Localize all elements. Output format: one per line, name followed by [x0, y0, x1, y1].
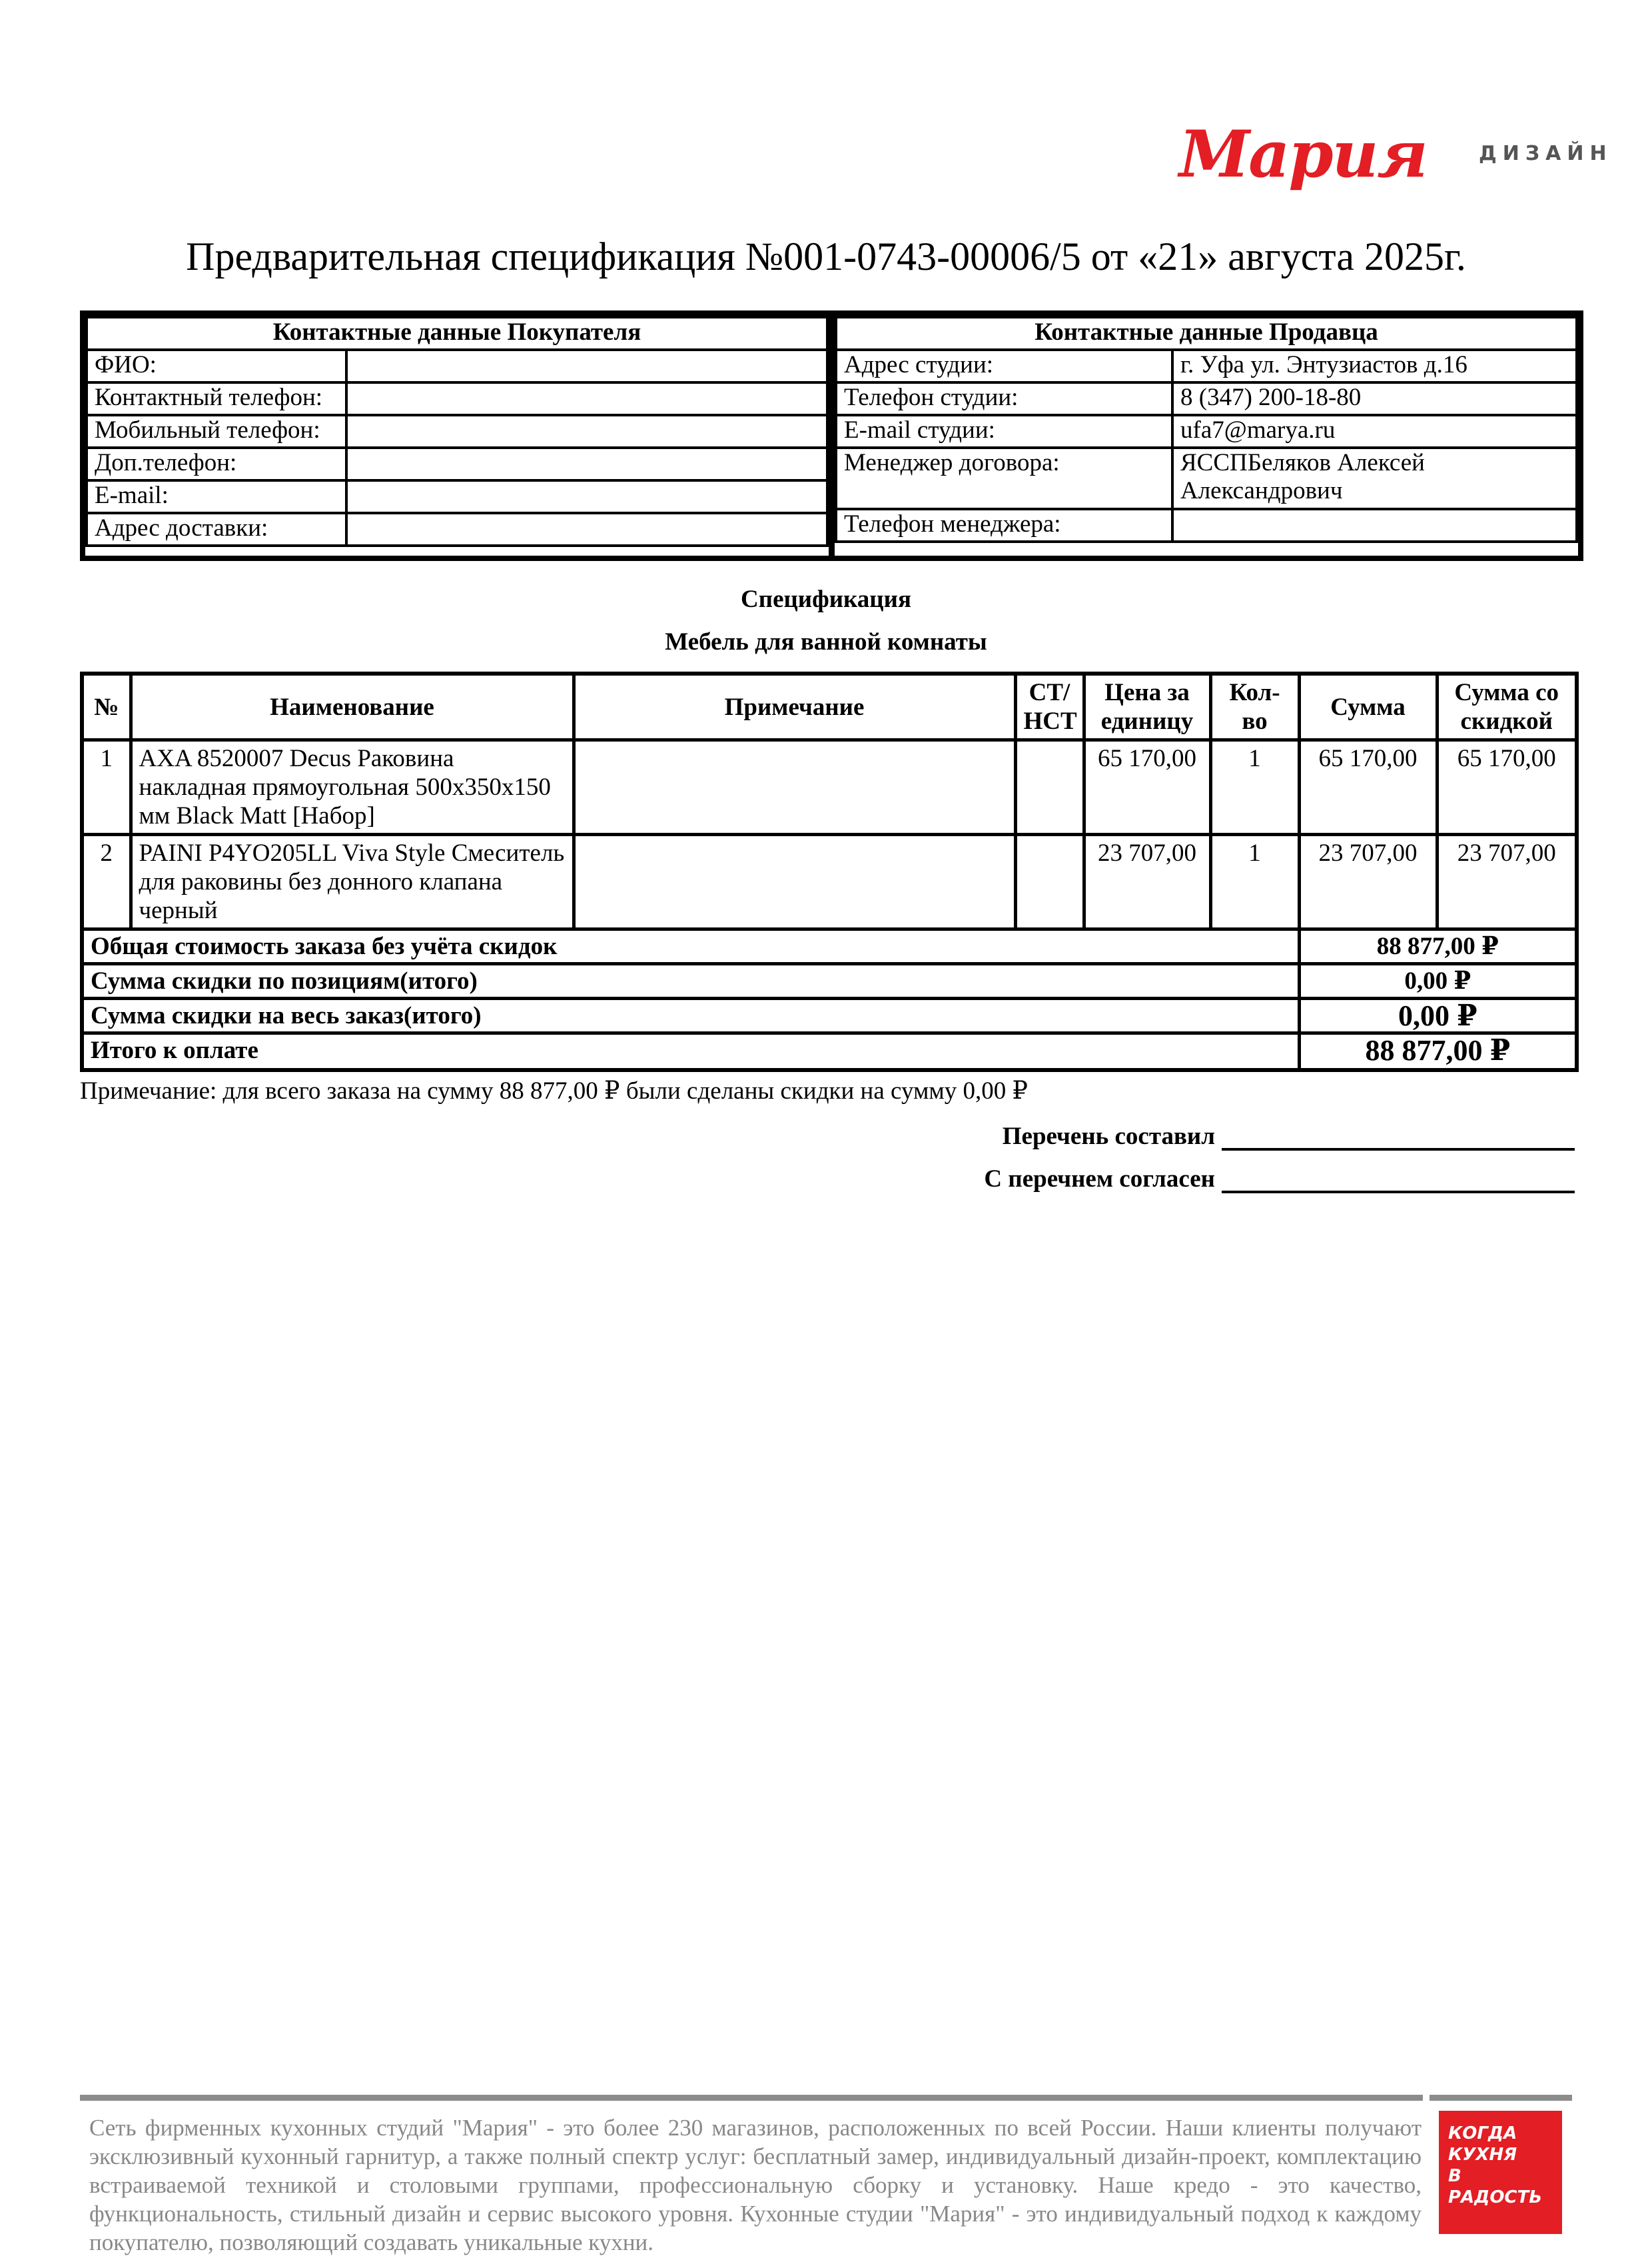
col-header-sum: Сумма	[1299, 674, 1437, 740]
seller-row	[836, 415, 1577, 448]
seller-label: Телефон менеджера:	[836, 509, 1172, 542]
buyer-row	[87, 382, 827, 415]
brand-logo	[1179, 117, 1613, 210]
buyer-label: Мобильный телефон:	[87, 415, 346, 448]
buyer-contacts-box	[80, 310, 834, 561]
seller-value: ЯССПБеляков Алексей Александрович	[1172, 448, 1577, 509]
spec-title: Спецификация	[741, 586, 911, 613]
footer-divider-gap	[1423, 2092, 1430, 2103]
badge-line: КОГДА	[1448, 2123, 1517, 2143]
seller-label: Адрес студии:	[836, 350, 1172, 382]
order-note: Примечание: для всего заказа на сумму 88 877,00 ₽ были сделаны скидки на сумму 0,00 ₽	[80, 1077, 1029, 1105]
buyer-value	[346, 415, 827, 448]
col-header-price: Цена за единицу	[1084, 674, 1210, 740]
badge-line: КУХНЯ	[1448, 2145, 1517, 2165]
document-title: Предварительная спецификация №001-0743-00006/5 от «21» августа 2025г.	[186, 235, 1466, 279]
total-row	[82, 999, 1577, 1033]
col-header-qty: Кол-во	[1210, 674, 1299, 740]
item-name: AXA 8520007 Decus Раковина накладная прямоугольная 500x350x150 мм Black Matt [Набор]	[131, 740, 574, 835]
seller-value: г. Уфа ул. Энтузиастов д.16	[1172, 350, 1577, 382]
item-note	[574, 835, 1015, 929]
seller-row	[836, 509, 1577, 542]
item-price: 23 707,00	[1084, 835, 1210, 929]
buyer-row	[87, 513, 827, 546]
item-qty: 1	[1210, 740, 1299, 835]
total-label: Итого к оплате	[82, 1033, 1299, 1070]
item-qty: 1	[1210, 835, 1299, 929]
buyer-label: Адрес доставки:	[87, 513, 346, 546]
item-sum-discount: 65 170,00	[1437, 740, 1577, 835]
col-header-num: №	[82, 674, 131, 740]
signature-agreed	[984, 1165, 1575, 1193]
item-st	[1015, 835, 1084, 929]
seller-row	[836, 350, 1577, 382]
badge-line: В РАДОСТЬ	[1448, 2166, 1543, 2207]
buyer-row	[87, 350, 827, 382]
logo-design-text: ДИЗАЙН	[1479, 142, 1613, 165]
total-row	[82, 964, 1577, 999]
buyer-row	[87, 415, 827, 448]
seller-value	[1172, 509, 1577, 542]
item-note	[574, 740, 1015, 835]
seller-value: 8 (347) 200-18-80	[1172, 382, 1577, 415]
item-num: 2	[82, 835, 131, 929]
signature-compiled	[1003, 1122, 1575, 1151]
signature-compiled-label: Перечень составил	[1002, 1123, 1215, 1150]
buyer-row	[87, 480, 827, 513]
buyer-value	[346, 480, 827, 513]
total-value: 0,00 ₽	[1299, 964, 1577, 999]
table-row	[82, 835, 1577, 929]
buyer-value	[346, 382, 827, 415]
buyer-label: ФИО:	[87, 350, 346, 382]
seller-contacts-box	[829, 310, 1583, 561]
col-header-st: СТ/ НСТ	[1015, 674, 1084, 740]
item-sum: 65 170,00	[1299, 740, 1437, 835]
item-sum: 23 707,00	[1299, 835, 1437, 929]
seller-label: E-mail студии:	[836, 415, 1172, 448]
buyer-row	[87, 448, 827, 480]
total-value: 0,00 ₽	[1299, 999, 1577, 1033]
seller-header: Контактные данные Продавца	[836, 317, 1577, 350]
logo-script-text: Мария	[1179, 117, 1427, 192]
footer-divider	[80, 2095, 1572, 2101]
item-price: 65 170,00	[1084, 740, 1210, 835]
seller-row	[836, 448, 1577, 509]
total-row	[82, 929, 1577, 964]
seller-value: ufa7@marya.ru	[1172, 415, 1577, 448]
total-label: Сумма скидки на весь заказ(итого)	[82, 999, 1299, 1033]
signature-line	[1222, 1168, 1575, 1193]
total-row	[82, 1033, 1577, 1070]
total-value: 88 877,00 ₽	[1299, 1033, 1577, 1070]
col-header-note: Примечание	[574, 674, 1015, 740]
table-row	[82, 740, 1577, 835]
seller-label: Телефон студии:	[836, 382, 1172, 415]
buyer-value	[346, 513, 827, 546]
seller-row	[836, 382, 1577, 415]
footer-slogan-badge	[1439, 2111, 1562, 2234]
buyer-label: E-mail:	[87, 480, 346, 513]
buyer-value	[346, 448, 827, 480]
seller-label: Менеджер договора:	[836, 448, 1172, 509]
buyer-header: Контактные данные Покупателя	[87, 317, 827, 350]
col-header-name: Наименование	[131, 674, 574, 740]
total-label: Общая стоимость заказа без учёта скидок	[82, 929, 1299, 964]
item-name: PAINI P4YO205LL Viva Style Смеситель для раковины без донного клапана черный	[131, 835, 574, 929]
spec-header-row	[82, 674, 1577, 740]
total-label: Сумма скидки по позициям(итого)	[82, 964, 1299, 999]
col-header-sum-discount: Сумма со скидкой	[1437, 674, 1577, 740]
total-value: 88 877,00 ₽	[1299, 929, 1577, 964]
signature-line	[1222, 1125, 1575, 1151]
spec-subtitle: Мебель для ванной комнаты	[665, 628, 987, 656]
buyer-label: Доп.телефон:	[87, 448, 346, 480]
spec-table-container	[80, 672, 1575, 1072]
buyer-value	[346, 350, 827, 382]
item-sum-discount: 23 707,00	[1437, 835, 1577, 929]
footer-about-text: Сеть фирменных кухонных студий "Мария" - это более 230 магазинов, расположенных по всей России. Наши клиенты получают эксклюзивный кухонный гарнитур, а также полный спектр услуг: бесплатный замер, индивидуальный дизайн-проект, комплектацию встраиваемой техникой и столовыми группами, профессиональную сборку и установку. Наше кредо - это качество, функциональность, стильный дизайн и сервис высокого уровня. Кухонные студии "Мария" - это индивидуальный подход к каждому покупателю, позволяющий создавать уникальные кухни.	[89, 2115, 1422, 2255]
signature-agreed-label: С перечнем согласен	[984, 1165, 1215, 1193]
buyer-label: Контактный телефон:	[87, 382, 346, 415]
spec-table	[80, 672, 1579, 1072]
item-st	[1015, 740, 1084, 835]
item-num: 1	[82, 740, 131, 835]
